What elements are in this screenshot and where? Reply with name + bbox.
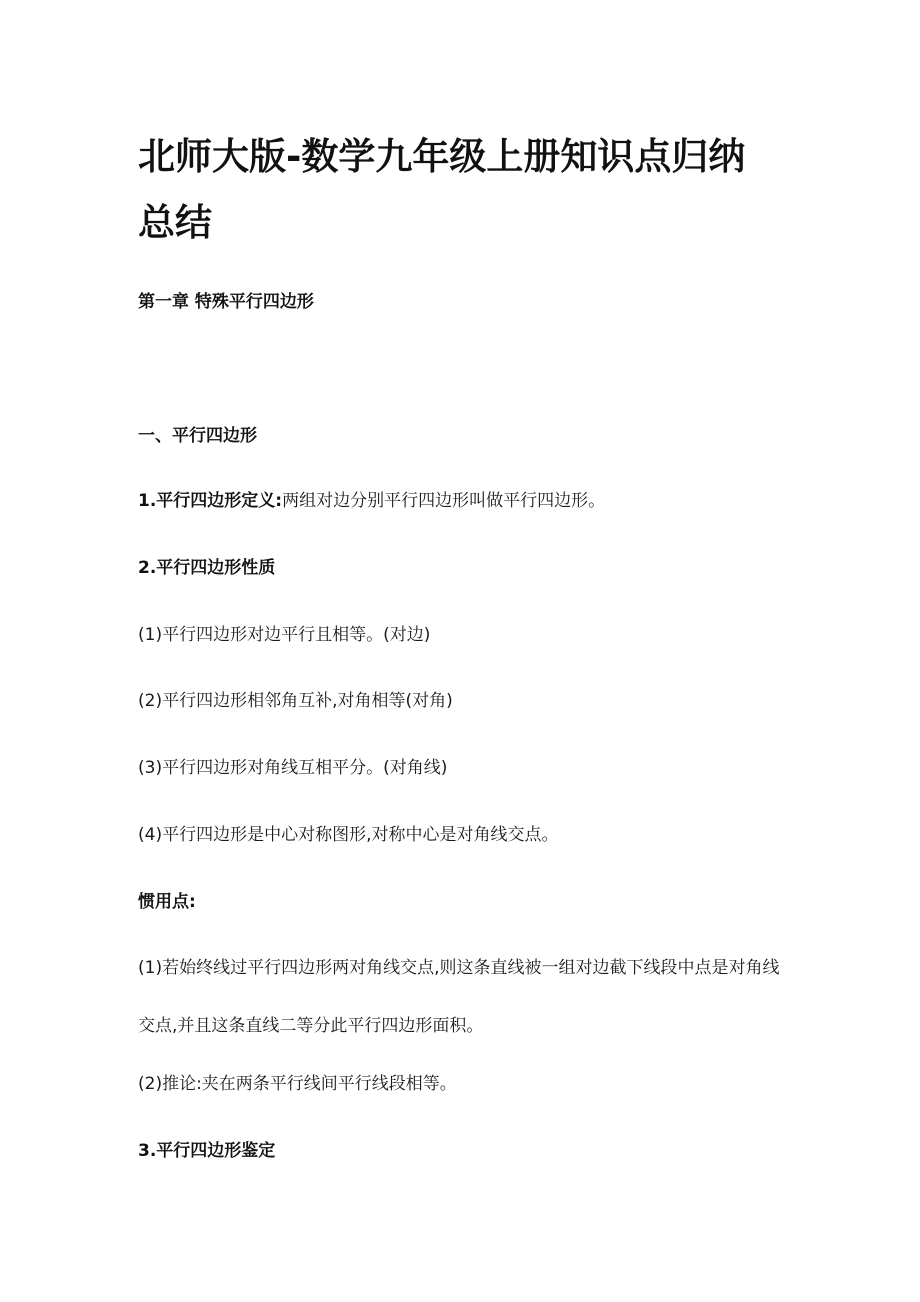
- common-point-item-2: (2)推论:夹在两条平行线间平行线段相等。: [138, 1074, 457, 1094]
- common-point-item-1: (1)若始终线过平行四边形两对角线交点,则这条直线被一组对边截下线段中点是对角线交点,并且这条直线二等分此平行四边形面积。: [138, 958, 780, 1036]
- properties-heading: 2.平行四边形性质: [138, 558, 276, 578]
- definition-text: 两组对边分别平行四边形叫做平行四边形。: [282, 491, 606, 511]
- property-item-1: (1)平行四边形对边平行且相等。(对边): [138, 625, 431, 645]
- property-item-3: (3)平行四边形对角线互相平分。(对角线): [138, 758, 448, 778]
- common-points-heading: 惯用点:: [138, 892, 196, 912]
- definition-paragraph: [138, 489, 605, 513]
- property-item-4: (4)平行四边形是中心对称图形,对称中心是对角线交点。: [138, 825, 559, 845]
- definition-label: 1.平行四边形定义:: [138, 491, 283, 511]
- criteria-heading: 3.平行四边形鉴定: [138, 1141, 276, 1161]
- section-heading: 一、平行四边形: [138, 426, 257, 446]
- page-title: 北师大版-数学九年级上册知识点归纳总结: [138, 135, 746, 244]
- chapter-heading: 第一章 特殊平行四边形: [138, 292, 314, 312]
- property-item-2: (2)平行四边形相邻角互补,对角相等(对角): [138, 691, 453, 711]
